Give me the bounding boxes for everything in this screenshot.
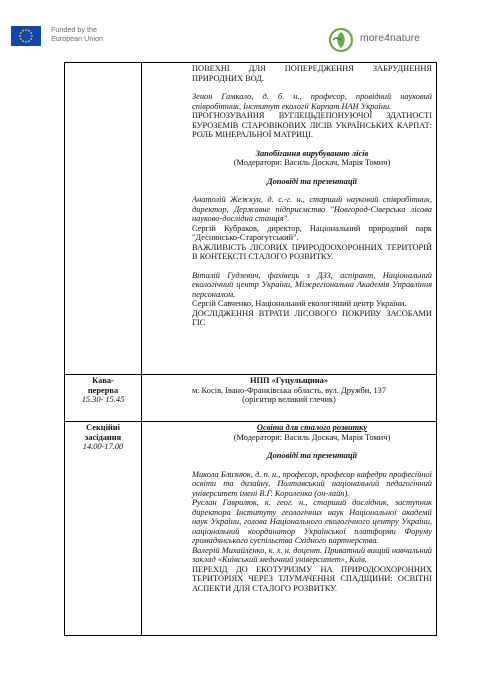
speaker-info: Сергій Савченко, Національний екологічний центр України. (192, 299, 407, 308)
page-header (0, 0, 481, 62)
venue-name: НПП «Гуцульщина» (249, 376, 329, 385)
partner-logo-text: more4nature (360, 33, 421, 44)
funding-statement: Funded by the European Union (51, 25, 103, 43)
break-label: перерва (87, 385, 119, 395)
venue-address: м. Косів, Івано-Франківська область, вул. Дружби, 137 (191, 385, 387, 395)
session-label: засідання (84, 432, 122, 442)
talk-title: ВАЖЛИВІСТЬ ЛІСОВИХ ПРИРОДООХОРОННИХ ТЕРИТОРІЙ В КОНТЕКСТІ СТАЛОГО РОЗВИТКУ. (192, 242, 432, 261)
venue-landmark: (орієнтир великий глечик) (242, 395, 336, 404)
session-label: Секційні (86, 423, 120, 432)
content-cell (142, 375, 437, 422)
talk-title: ПОВЕХНІ ДЛЯ ПОПЕРЕДЖЕННЯ ЗАБРУДНЕННЯ ПРИРОДНИХ ВОД. (192, 64, 432, 83)
time-cell (65, 422, 142, 636)
speaker-info: Віталій Гудзевич, фахівець з ДЗЗ, аспірант, Національний екологічний центр України, Міжрегіональна Академія Управління персоналом. (192, 270, 432, 299)
speaker-info: Зенон Гамкало, д. б. н., професор, провідний науковий співробітник, Інститут екології Карпат НАН України. (192, 92, 432, 111)
talk-title: ДОСЛІДЖЕННЯ ВТРАТИ ЛІСОВОГО ПОКРИВУ ЗАСОБАМИ ГІС (192, 308, 432, 327)
reports-heading: Доповіді та презентації (266, 176, 358, 186)
moderators: (Модератори: Василь Доскач, Марія Томич) (233, 158, 391, 167)
speaker-info: Валерій Михайленко, к. х. н. доцент. Приватний вищий навчальний заклад «Київський медичний університет», Київ. (192, 545, 432, 564)
speaker-info: Сергій Кубраков, директор, Національний природний парк "Деснянсько-Старогутський". (192, 223, 432, 242)
break-time: 15.30- 15.45 (81, 395, 125, 404)
eu-flag-icon (11, 26, 41, 46)
reports-heading: Доповіді та презентації (266, 451, 358, 460)
session-time: 14.00-17.00 (82, 442, 124, 451)
content-cell (142, 422, 437, 636)
moderators: (Модератори: Василь Доскач, Марія Томич) (233, 432, 391, 442)
program-table (64, 62, 437, 636)
talk-title: ПЕРЕХІД ДО ЕКОТУРИЗМУ НА ПРИРОДООХОРОННИХ ТЕРИТОРІЯХ ЧЕРЕЗ ТЛУМАЧЕННЯ СПАДЩИНИ: ОСВІТНІ АСПЕКТИ ДЛЯ СТАЛОГО РОЗВИТКУ. (192, 564, 432, 593)
content-cell (142, 63, 437, 375)
leaf-icon (326, 26, 356, 54)
speaker-info: Микола Близнюк, д. п. н., професор, професор кафедри професійної освіти та дизайну, Полтавський національний педагогічний університет імені В.Г. Короленка (он-лайн). (192, 469, 432, 498)
session-title: Освіта для сталого розвитку (256, 423, 368, 432)
table-row (65, 422, 437, 636)
break-label: Кава- (92, 376, 114, 385)
speaker-info: Руслан Гаврилюк, к. геог. н., старший дослідник, заступник директора Інституту геологічних наук Національної академії наук України, голова Національного екологічного центру України, національний координатор Української платформи Форуму громадянського суспільства Східного партнерства. (192, 498, 432, 545)
talk-title: ПРОГНОЗУВАННЯ ВУГЛЕЦЬДЕПОНУЮЧОЇ ЗДАТНОСТІ БУРОЗЕМІВ СТАРОВІКОВИХ ЛІСІВ УКРАЇНСЬКИХ КАРПАТ: РОЛЬ МІНЕРАЛЬНОЇ МАТРИЦІ. (192, 111, 432, 139)
table-row (65, 375, 437, 422)
speaker-info: Анатолій Жежкун, д. с.-г. н., старший науковий співробітник, директор, Державне підприємство "Новгород-Сіверська лісова науково-дослідна станція". (192, 195, 432, 223)
session-title: Запобігання вирубуванню лісів (255, 148, 369, 158)
time-cell (65, 63, 142, 375)
time-cell (65, 375, 142, 422)
table-row (65, 63, 437, 375)
